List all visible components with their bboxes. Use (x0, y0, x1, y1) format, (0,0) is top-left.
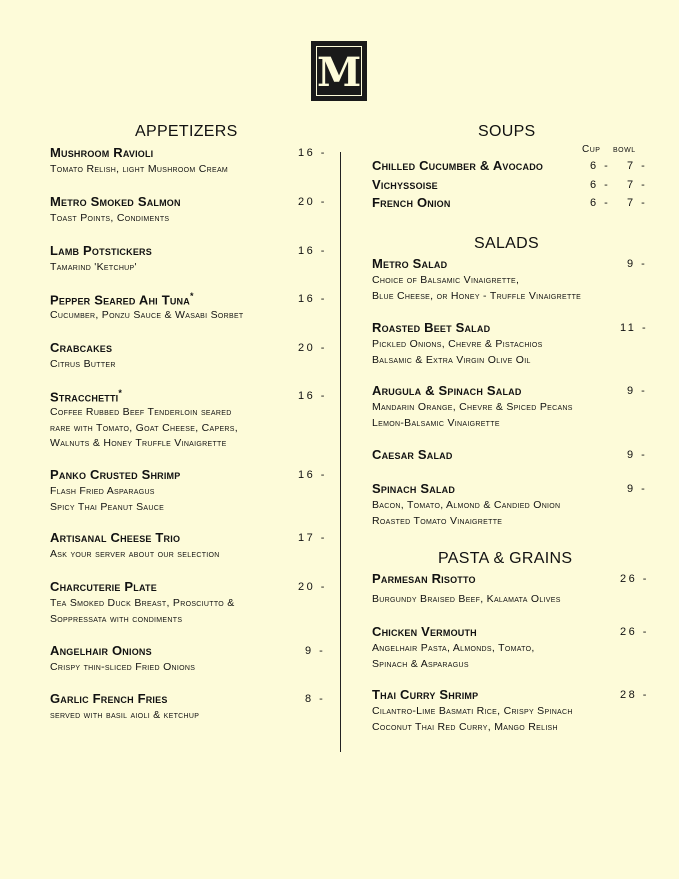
menu-item-description: Soppressata with condiments (50, 612, 183, 625)
menu-item-description: rare with Tomato, Goat Cheese, Capers, (50, 421, 238, 434)
menu-item-name: Spinach Salad (372, 481, 456, 496)
menu-item-description: Mandarin Orange, Chevre & Spiced Pecans (372, 401, 573, 413)
menu-item-description: Pickled Onions, Chevre & Pistachios (372, 338, 543, 350)
menu-item-name: Stracchetti* (50, 388, 123, 405)
menu-item-description: Burgundy Braised Beef, Kalamata Olives (372, 593, 561, 605)
menu-item-price: 16 - (298, 293, 327, 305)
menu-item-description: Roasted Tomato Vinaigrette (372, 514, 503, 527)
menu-item-name: Angelhair Onions (50, 643, 152, 658)
menu-item-price: 28 - (620, 689, 649, 701)
menu-item-name: Crabcakes (50, 340, 113, 355)
menu-item-description: Blue Cheese, or Honey - Truffle Vinaigrette (372, 289, 582, 302)
soup-bowl-price: 7 - (627, 179, 648, 191)
cup-label: Cup (582, 144, 601, 155)
menu-item-name: Parmesan Risotto (372, 571, 476, 586)
menu-item-price: 11 - (620, 322, 649, 334)
menu-item-description: Coconut Thai Red Curry, Mango Relish (372, 720, 558, 733)
menu-item-description: Walnuts & Honey Truffle Vinaigrette (50, 437, 227, 449)
menu-item-description: Crispy thin-sliced Fried Onions (50, 661, 196, 673)
asterisk-mark: * (189, 291, 194, 301)
menu-item-name: Pepper Seared Ahi Tuna* (50, 291, 194, 308)
soup-bowl-price: 7 - (627, 160, 648, 172)
menu-item-description: Spicy Thai Peanut Sauce (50, 500, 165, 513)
menu-item-description: Tamarind 'Ketchup' (50, 261, 137, 273)
menu-item-price: 16 - (298, 147, 327, 159)
section-title-salads: SALADS (474, 235, 539, 252)
menu-item-description: Tomato Relish, light Mushroom Cream (50, 163, 229, 175)
soup-cup-price: 6 - (590, 160, 611, 172)
logo-frame (316, 46, 362, 96)
menu-item-price: 9 - (627, 483, 648, 495)
soup-item-name: Vichyssoise (372, 177, 438, 192)
menu-item-price: 20 - (298, 581, 327, 593)
menu-item-description: Angelhair Pasta, Almonds, Tomato, (372, 642, 535, 654)
menu-item-name: Thai Curry Shrimp (372, 687, 479, 702)
menu-item-description: served with basil aioli & ketchup (50, 709, 200, 721)
menu-item-price: 9 - (627, 385, 648, 397)
menu-item-description: Balsamic & Extra Virgin Olive Oil (372, 353, 531, 366)
menu-item-name: Chicken Vermouth (372, 624, 477, 639)
menu-item-description: Tea Smoked Duck Breast, Prosciutto & (50, 597, 235, 609)
menu-item-description: Lemon-Balsamic Vinaigrette (372, 416, 500, 429)
bowl-label: bowl (613, 144, 636, 155)
soup-item-name: Chilled Cucumber & Avocado (372, 158, 544, 173)
menu-item-price: 26 - (620, 573, 649, 585)
menu-item-name: Charcuterie Plate (50, 579, 157, 594)
section-title-pasta-grains: PASTA & GRAINS (438, 550, 573, 567)
menu-item-price: 16 - (298, 469, 327, 481)
menu-item-price: 16 - (298, 245, 327, 257)
menu-item-name: Roasted Beet Salad (372, 320, 491, 335)
section-title-appetizers: APPETIZERS (135, 123, 238, 140)
menu-item-price: 17 - (298, 532, 327, 544)
column-divider (340, 152, 341, 752)
menu-item-description: Cilantro-Lime Basmati Rice, Crispy Spinach (372, 705, 573, 717)
menu-item-name: Lamb Potstickers (50, 243, 152, 258)
soup-bowl-price: 7 - (627, 197, 648, 209)
menu-item-description: Choice of Balsamic Vinaigrette, (372, 274, 520, 286)
menu-item-name: Caesar Salad (372, 447, 453, 462)
menu-item-name: Arugula & Spinach Salad (372, 383, 522, 398)
menu-item-name: Panko Crusted Shrimp (50, 467, 181, 482)
menu-item-price: 20 - (298, 196, 327, 208)
menu-item-description: Ask your server about our selection (50, 548, 220, 560)
menu-item-price: 20 - (298, 342, 327, 354)
menu-item-description: Cucumber, Ponzu Sauce & Wasabi Sorbet (50, 309, 244, 321)
menu-item-description: Toast Points, Condiments (50, 212, 170, 224)
menu-item-description: Citrus Butter (50, 358, 116, 370)
restaurant-logo (311, 41, 367, 101)
menu-item-description: Spinach & Asparagus (372, 657, 469, 670)
soup-cup-price: 6 - (590, 197, 611, 209)
menu-item-price: 8 - (305, 693, 326, 705)
menu-item-price: 26 - (620, 626, 649, 638)
menu-item-name: Mushroom Ravioli (50, 145, 154, 160)
menu-item-name: Artisanal Cheese Trio (50, 530, 181, 545)
menu-item-name: Garlic French Fries (50, 691, 168, 706)
logo-letter: M (317, 49, 362, 96)
menu-item-name: Metro Smoked Salmon (50, 194, 181, 209)
menu-item-description: Bacon, Tomato, Almond & Candied Onion (372, 499, 561, 511)
menu-item-price: 9 - (627, 258, 648, 270)
menu-item-price: 9 - (305, 645, 326, 657)
soup-cup-price: 6 - (590, 179, 611, 191)
asterisk-mark: * (118, 388, 123, 398)
menu-item-description: Coffee Rubbed Beef Tenderloin seared (50, 406, 232, 418)
section-title-soups: SOUPS (478, 123, 536, 140)
menu-item-description: Flash Fried Asparagus (50, 485, 155, 497)
menu-item-price: 9 - (627, 449, 648, 461)
soup-item-name: French Onion (372, 195, 451, 210)
menu-item-name: Metro Salad (372, 256, 448, 271)
menu-item-price: 16 - (298, 390, 327, 402)
